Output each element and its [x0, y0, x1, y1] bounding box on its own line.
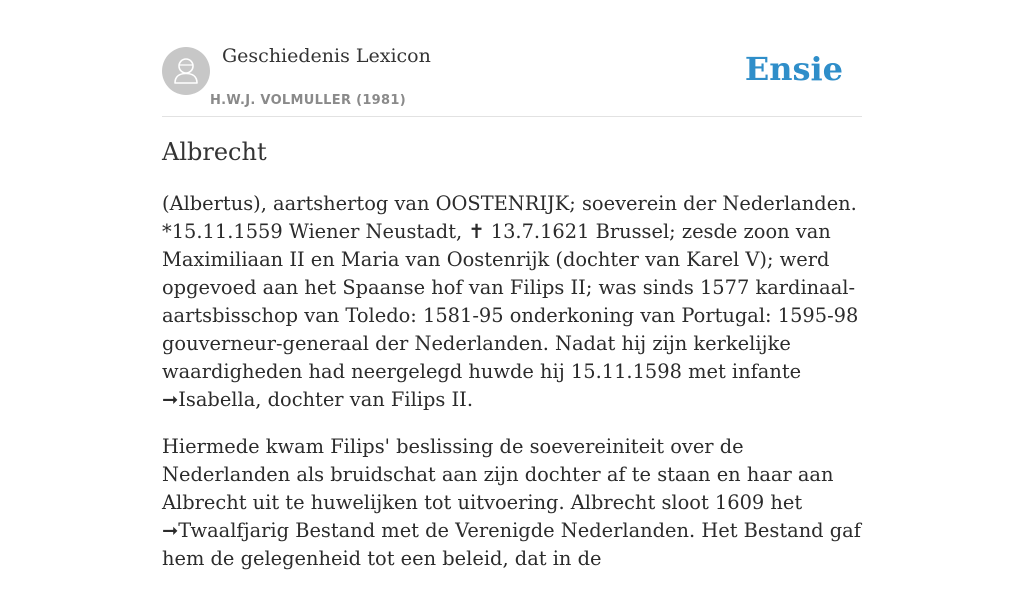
page-content	[162, 0, 862, 570]
paragraph-2-text-a: Hiermede kwam Filips' beslissing de soevereiniteit over de Nederlanden als bruidschat aan zijn dochter af te staan en haar aan Albrecht uit te huwelijken tot uitvoering. Albrecht sloot 1609 het	[162, 435, 834, 514]
avatar[interactable]	[162, 47, 210, 95]
link-isabella[interactable]: ➞Isabella	[162, 388, 256, 411]
paragraph-1-text-c: , dochter van Filips II.	[255, 388, 473, 411]
paragraph-1-text-a: (Albertus), aartshertog van OOSTENRIJK; soeverein der Nederlanden. *15.11.1559 Wiener Neustadt,	[162, 192, 857, 243]
paragraph-2-text-b: met de Verenigde Nederlanden. Het Bestand gaf hem de gelegenheid tot een beleid, dat in de	[162, 519, 861, 570]
paragraph-1	[162, 190, 874, 414]
article-header	[162, 0, 862, 117]
article-title: Albrecht	[162, 138, 267, 166]
death-symbol: ✝	[468, 220, 485, 243]
brand-logo[interactable]: Ensie	[744, 50, 843, 88]
user-icon	[162, 47, 210, 95]
paragraph-1-text-b: 13.7.1621 Brussel; zesde zoon van Maximiliaan II en Maria van Oostenrijk (dochter van Karel V); werd opgevoed aan het Spaanse hof van Filips II; was sinds 1577 kardinaal-aartsbisschop van Toledo: 1581-95 onderkoning van Portugal: 1595-98 gouverneur-generaal der Nederlanden. Nadat hij zijn kerkelijke waardigheden had neergelegd huwde hij 15.11.1598 met infante	[162, 220, 859, 383]
lexicon-title[interactable]: Geschiedenis Lexicon	[222, 45, 431, 67]
paragraph-2	[162, 433, 874, 573]
article-body	[162, 190, 874, 592]
link-twaalfjarig-bestand[interactable]: ➞Twaalfjarig Bestand	[162, 519, 376, 542]
author-credit[interactable]: H.W.J. VOLMULLER (1981)	[210, 93, 406, 108]
